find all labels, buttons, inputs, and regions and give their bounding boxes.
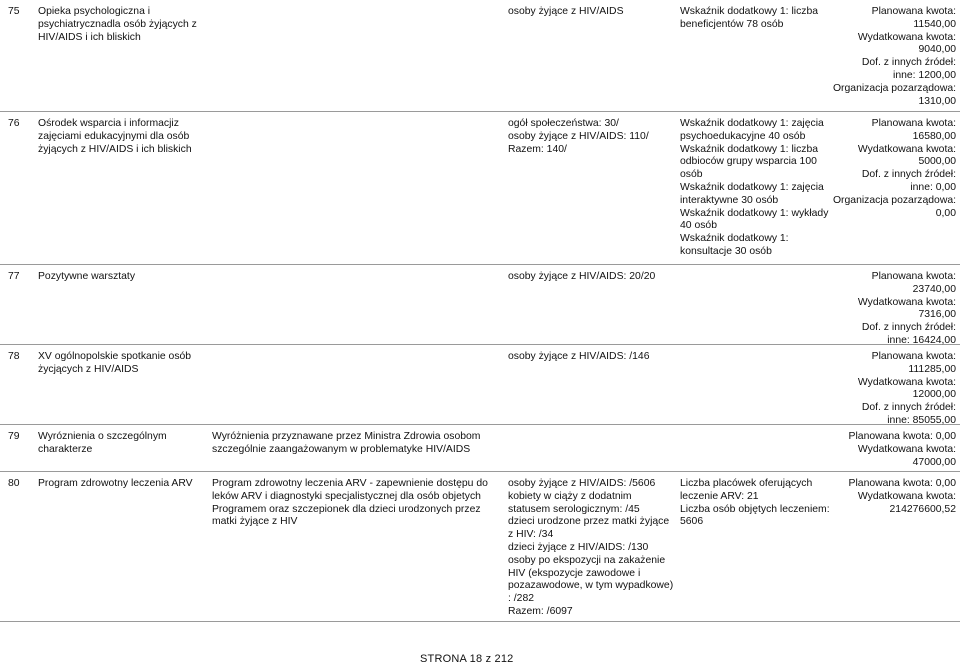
funding: Planowana kwota: 0,00 Wydatkowana kwota: 214276600,52	[848, 478, 956, 515]
funding: Planowana kwota: 16580,00 Wydatkowana kwota: 5000,00 Dof. z innych źródeł: inne: 0,00 Organizacja pozarządowa: 0,00	[832, 118, 956, 219]
target-group: osoby żyjące z HIV/AIDS	[508, 6, 624, 17]
row-number: 76	[8, 118, 20, 129]
task-name: Ośrodek wsparcia i informacjiz zajęciami edukacyjnymi dla osób żyjących z HIV/AIDS i ich bliskich	[38, 118, 192, 155]
task-name: Opieka psychologiczna i psychiatrycznadla osób żyjących z HIV/AIDS i ich bliskich	[38, 6, 197, 43]
table-row	[0, 425, 960, 472]
target-group: osoby żyjące z HIV/AIDS: /5606 kobiety w ciąży z dodatnim statusem serologicznym: /45 dzieci urodzone przez matki żyjące z HIV: /34 dzieci żyjące z HIV/AIDS: /130 osoby po ekspozycji na zakażenie HIV (ekspozycje zawodowe i pozazawodowe, w tym wypadkowe) : /282 Razem: /6097	[508, 478, 674, 617]
task-name: XV ogólnopolskie spotkanie osób życjących z HIV/AIDS	[38, 351, 192, 375]
task-description: Wyróżnienia przyznawane przez Ministra Zdrowia osobom szczególnie zaangażowanym w problematyke HIV/AIDS	[212, 431, 481, 455]
page-number: STRONA 18 z 212	[420, 653, 514, 665]
indicators: Wskaźnik dodatkowy 1: liczba beneficjentów 78 osób	[680, 6, 819, 30]
target-group: osoby żyjące z HIV/AIDS: 20/20	[508, 271, 656, 282]
row-number: 78	[8, 351, 20, 362]
row-number: 80	[8, 478, 20, 489]
indicators: Liczba placówek oferujących leczenie ARV: 21 Liczba osób objętych leczeniem: 5606	[680, 478, 830, 528]
target-group: ogół społeczeństwa: 30/ osoby żyjące z HIV/AIDS: 110/ Razem: 140/	[508, 118, 649, 155]
row-number: 79	[8, 431, 20, 442]
row-number: 75	[8, 6, 20, 17]
funding: Planowana kwota: 23740,00 Wydatkowana kwota: 7316,00 Dof. z innych źródeł: inne: 16424,00	[857, 271, 956, 346]
table-row	[0, 112, 960, 265]
funding: Planowana kwota: 11540,00 Wydatkowana kwota: 9040,00 Dof. z innych źródeł: inne: 1200,00 Organizacja pozarządowa: 1310,00	[832, 6, 956, 107]
table-row	[0, 0, 960, 112]
indicators: Wskaźnik dodatkowy 1: zajęcia psychoedukacyjne 40 osób Wskaźnik dodatkowy 1: liczba odbioców grupy wsparcia 100 osób Wskaźnik dodatkowy 1: zajęcia interaktywne 30 osób Wskaźnik dodatkowy 1: wykłady 40 osób Wskaźnik dodatkowy 1: konsultacje 30 osób	[680, 118, 829, 257]
table-row	[0, 345, 960, 425]
table-row	[0, 472, 960, 622]
task-name: Pozytywne warsztaty	[38, 271, 136, 282]
task-name: Wyróznienia o szczególnym charakterze	[38, 431, 167, 455]
target-group: osoby żyjące z HIV/AIDS: /146	[508, 351, 650, 362]
table-row	[0, 265, 960, 345]
task-name: Program zdrowotny leczenia ARV	[38, 478, 193, 489]
task-description: Program zdrowotny leczenia ARV - zapewnienie dostępu do leków ARV i diagnostyki specjalistycznej dla osób objetych Programem oraz szczepionek dla dzieci urodzonych przez matki żyjące z HIV	[212, 478, 488, 528]
row-number: 77	[8, 271, 20, 282]
funding: Planowana kwota: 0,00 Wydatkowana kwota: 47000,00	[848, 431, 956, 468]
funding: Planowana kwota: 111285,00 Wydatkowana kwota: 12000,00 Dof. z innych źródeł: inne: 85055,00	[857, 351, 956, 426]
